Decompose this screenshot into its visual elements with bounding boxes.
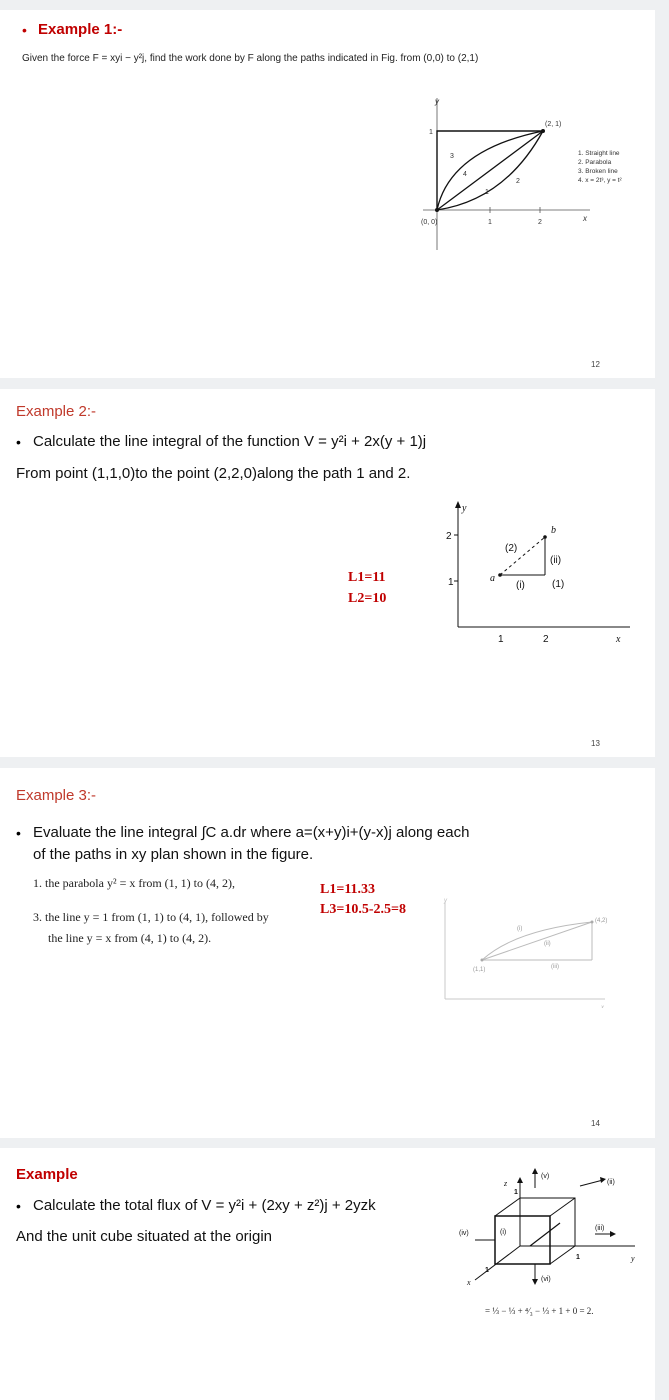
problem-text: Given the force F = xyi − y²j, find the work done by F along the paths indicated in Fig. from (0,0) to (2,1) bbox=[22, 53, 479, 64]
face-vi-label: (vi) bbox=[541, 1276, 551, 1283]
path-item-3-line2: the line y = x from (4, 1) to (4, 2). bbox=[48, 931, 212, 945]
answer-l3: L3=10.5-2.5=8 bbox=[320, 902, 406, 917]
problem-line-2: From point (1,1,0)to the point (2,2,0)along the path 1 and 2. bbox=[16, 465, 411, 482]
page-number: 13 bbox=[591, 739, 600, 748]
cube-back-face bbox=[520, 1198, 575, 1246]
face-ii-label: (ii) bbox=[607, 1179, 615, 1186]
face-ii-arrow bbox=[580, 1180, 603, 1186]
path-figure bbox=[425, 898, 625, 1008]
tick-y2: 2 bbox=[446, 531, 452, 542]
answer-l1: L1=11.33 bbox=[320, 882, 376, 897]
axis-y-label: y bbox=[462, 503, 467, 514]
axis-y-label: y bbox=[435, 97, 439, 106]
tick-y1: 1 bbox=[448, 577, 454, 588]
page-number: 14 bbox=[591, 1119, 600, 1128]
origin-label: (0, 0) bbox=[421, 219, 438, 226]
problem-line-2: of the paths in xy plan shown in the figure. bbox=[33, 846, 314, 863]
answer-l1: L1=11 bbox=[348, 570, 386, 585]
path-figure bbox=[440, 499, 640, 649]
path-item-3-line1: 3. the line y = 1 from (1, 1) to (4, 1), followed by bbox=[33, 910, 269, 924]
bullet: • bbox=[16, 434, 21, 450]
endpoint-dot bbox=[541, 129, 545, 133]
axis-x-label: x bbox=[616, 634, 621, 645]
face-v-label: (v) bbox=[541, 1173, 550, 1180]
label-1: (1) bbox=[552, 579, 565, 590]
origin-dot bbox=[435, 208, 439, 212]
one-z: 1 bbox=[514, 1189, 518, 1196]
axis-x-label: x bbox=[467, 1278, 471, 1287]
problem-line-1: Evaluate the line integral ∫C a.dr where a=(x+y)i+(y-x)j along each bbox=[33, 824, 470, 841]
flux-result: = ⅓ − ⅓ + ⁴⁄₃ − ⅓ + 1 + 0 = 2. bbox=[485, 1306, 594, 1316]
slide-example-2 bbox=[0, 389, 655, 757]
slide-title: Example 3:- bbox=[16, 787, 97, 804]
tick-x1: 1 bbox=[488, 219, 492, 226]
tick-x2: 2 bbox=[543, 634, 549, 645]
slide-title: Example bbox=[16, 1166, 78, 1183]
axis-x-label: x bbox=[601, 1005, 604, 1008]
axis-x-label: x bbox=[583, 214, 587, 223]
cube-figure bbox=[455, 1168, 645, 1288]
end-point-label: (4,2) bbox=[595, 918, 608, 924]
legend-2: 2. Parabola bbox=[578, 159, 612, 166]
slide-example-1 bbox=[0, 10, 655, 378]
axis-y-label: y bbox=[631, 1254, 635, 1263]
path-label-2: 2 bbox=[516, 178, 520, 185]
label-i: (i) bbox=[516, 580, 525, 591]
face-iii-label: (iii) bbox=[595, 1225, 605, 1232]
face-i-label: (i) bbox=[500, 1229, 507, 1236]
label-iii: (iii) bbox=[551, 964, 559, 970]
one-y: 1 bbox=[576, 1254, 580, 1261]
tick-x1: 1 bbox=[498, 634, 504, 645]
problem-line-1: Calculate the line integral of the function V = y²i + 2x(y + 1)j bbox=[33, 433, 427, 450]
tick-y1: 1 bbox=[429, 129, 433, 136]
path-label-1: 1 bbox=[485, 189, 489, 196]
bullet: • bbox=[22, 22, 27, 38]
label-ii: (ii) bbox=[550, 555, 562, 566]
legend-3: 3. Broken line bbox=[578, 168, 618, 175]
x-axis bbox=[475, 1246, 520, 1280]
problem-line-1: Calculate the total flux of V = y²i + (2xy + z²)j + 2yzk bbox=[33, 1197, 376, 1214]
bullet: • bbox=[16, 825, 21, 841]
paths-figure bbox=[415, 90, 655, 250]
tick-x2: 2 bbox=[538, 219, 542, 226]
path-ii-line bbox=[482, 922, 592, 960]
path-straight-line bbox=[437, 131, 543, 210]
slide-example-flux bbox=[0, 1148, 655, 1400]
slide-title: Example 2:- bbox=[16, 403, 97, 420]
answer-l2: L2=10 bbox=[348, 591, 387, 606]
label-ii: (ii) bbox=[544, 941, 551, 947]
path-label-4: 4 bbox=[463, 171, 467, 178]
legend-4: 4. x = 2t³, y = t² bbox=[578, 177, 622, 184]
endpoint-label: (2, 1) bbox=[545, 121, 562, 128]
cube-front-face bbox=[495, 1216, 550, 1264]
problem-line-2: And the unit cube situated at the origin bbox=[16, 1228, 273, 1245]
bullet: • bbox=[16, 1198, 21, 1214]
path-label-3: 3 bbox=[450, 153, 454, 160]
axis-y-label: y bbox=[444, 898, 447, 904]
point-a: a bbox=[490, 573, 495, 584]
axis-z-label: z bbox=[504, 1179, 508, 1188]
one-x: 1 bbox=[485, 1267, 489, 1274]
slide-example-3 bbox=[0, 768, 655, 1138]
label-i: (i) bbox=[517, 926, 523, 932]
legend-1: 1. Straight line bbox=[578, 150, 620, 157]
slide-title: Example 1:- bbox=[38, 21, 123, 38]
face-iv-label: (iv) bbox=[459, 1230, 469, 1237]
diagonal-line bbox=[530, 1223, 560, 1246]
start-point-label: (1,1) bbox=[473, 967, 486, 973]
page-number: 12 bbox=[591, 360, 600, 369]
point-b: b bbox=[551, 525, 556, 536]
path-item-1: 1. the parabola y² = x from (1, 1) to (4, 2), bbox=[33, 876, 235, 890]
label-2: (2) bbox=[505, 543, 518, 554]
